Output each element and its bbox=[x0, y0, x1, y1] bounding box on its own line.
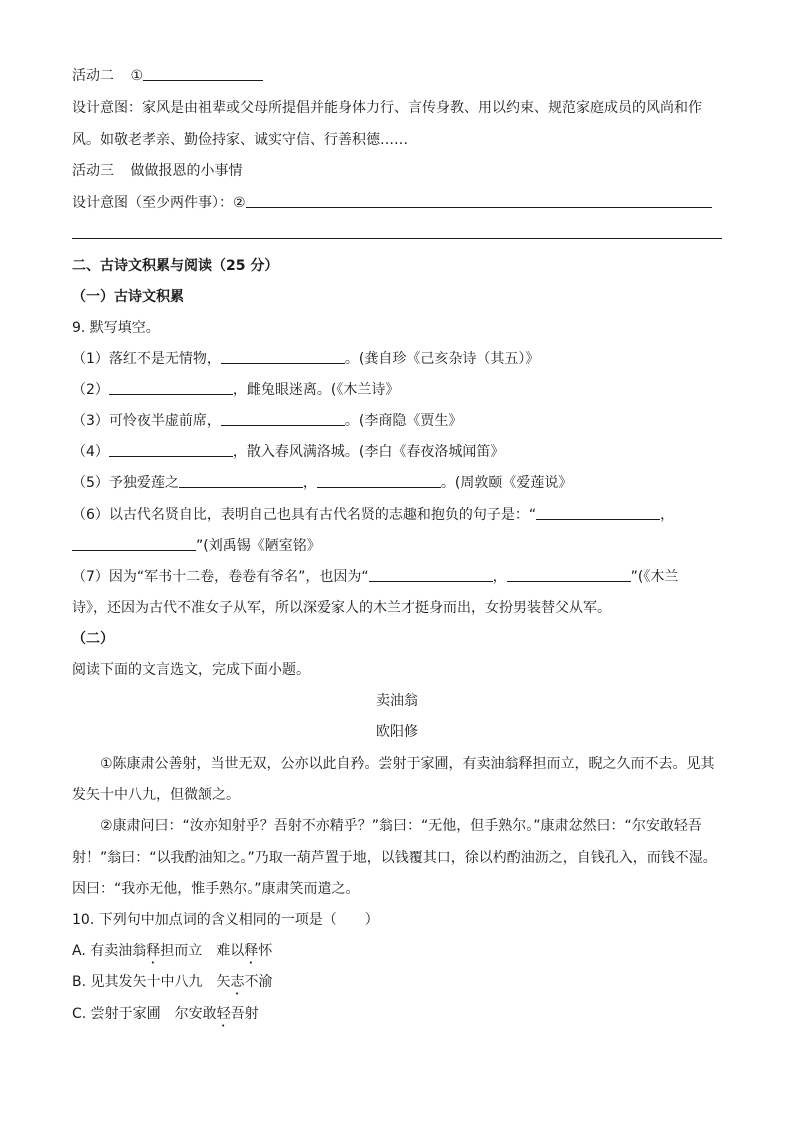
q9-item7-line1 bbox=[72, 567, 678, 587]
option-a-dotted-word-1: 释 bbox=[146, 943, 161, 959]
q10-option-c[interactable] bbox=[72, 1004, 259, 1030]
q9-item7-suffix: ”(《木兰 bbox=[630, 569, 679, 585]
activity2-number: ① bbox=[130, 68, 144, 84]
option-b-text-1: B. 见其发矢十中八九 矢 bbox=[72, 974, 231, 990]
q9-item1-suffix: 。(龚自珍《己亥杂诗（其五）》 bbox=[344, 351, 540, 367]
activity2-label: 活动二 bbox=[72, 68, 114, 84]
answer-blank-q9-2[interactable] bbox=[109, 380, 233, 395]
activity3-label: 活动三 bbox=[72, 163, 114, 179]
q9-item5-prefix: （5）予独爱莲之 bbox=[72, 475, 179, 491]
passage-para2-line2: 射！”翁曰：“以我酌油知之。”乃取一葫芦置于地，以钱覆其口，徐以杓酌油沥之，自钱孔入，而钱不湿。 bbox=[72, 850, 717, 866]
q9-item4 bbox=[72, 442, 504, 462]
q9-item2-prefix: （2） bbox=[72, 382, 109, 398]
q9-item6-line2 bbox=[72, 536, 321, 556]
design-intent-2-line bbox=[72, 193, 712, 213]
subsection2-title: （二） bbox=[72, 631, 114, 647]
passage-title: 卖油翁 bbox=[376, 693, 418, 709]
answer-blank-design-intent-2[interactable] bbox=[246, 193, 712, 208]
q9-item7-prefix: （7）因为“军书十二卷，卷卷有爷名”，也因为“ bbox=[72, 569, 369, 585]
q9-item1-prefix: （1）落红不是无情物， bbox=[72, 351, 221, 367]
passage-para1-line2: 发矢十中八九，但微颔之。 bbox=[72, 787, 240, 803]
q10-option-a[interactable] bbox=[72, 941, 272, 967]
q9-item5-suffix: 。(周敦颐《爱莲说》 bbox=[440, 475, 573, 491]
answer-blank-activity2[interactable] bbox=[143, 66, 263, 81]
subsection1-title: （一）古诗文积累 bbox=[72, 289, 184, 305]
section2-title: 二、古诗文积累与阅读（25 分） bbox=[72, 258, 279, 274]
design-intent-2-label: 设计意图（至少两件事）：② bbox=[72, 195, 246, 211]
answer-blank-q9-1[interactable] bbox=[221, 349, 345, 364]
option-a-text-3: 怀 bbox=[258, 943, 273, 959]
answer-blank-q9-5b[interactable] bbox=[317, 473, 441, 488]
passage-author: 欧阳修 bbox=[376, 724, 418, 740]
option-a-text-1: A. 有卖油翁 bbox=[72, 943, 147, 959]
q9-item6-prefix: （6）以古代名贤自比，表明自己也具有古代名贤的志趣和抱负的句子是：“ bbox=[72, 507, 537, 523]
q9-item4-suffix: ，散入春风满洛城。(李白《春夜洛城闻笛》 bbox=[232, 444, 505, 460]
passage-para1-line1: ①陈康肃公善射，当世无双，公亦以此自矜。尝射于家圃，有卖油翁释担而立，睨之久而不去。见其 bbox=[100, 756, 715, 772]
answer-blank-q9-3[interactable] bbox=[221, 411, 345, 426]
design-intent-1-line2: 风。如敬老孝亲、勤俭持家、诚实守信、行善积德…… bbox=[72, 132, 408, 148]
option-b-text-2: 不渝 bbox=[244, 974, 273, 990]
answer-blank-q9-6a[interactable] bbox=[536, 505, 660, 520]
option-a-dotted-word-2: 释 bbox=[244, 943, 259, 959]
q9-item3-suffix: 。(李商隐《贾生》 bbox=[344, 413, 463, 429]
activity3-line bbox=[72, 161, 242, 181]
option-b-dotted-word: 志 bbox=[230, 974, 245, 990]
q9-item2-suffix: ，雌兔眼迷离。(《木兰诗》 bbox=[232, 382, 400, 398]
q9-item6-comma: ， bbox=[660, 507, 675, 523]
q10-option-b[interactable] bbox=[72, 972, 273, 998]
passage-para2-line1: ②康肃问曰：“汝亦知射乎？吾射不亦精乎？”翁曰：“无他，但手熟尔。”康肃忿然曰：“尔安敢轻吾 bbox=[100, 818, 702, 834]
activity2-line bbox=[72, 66, 263, 86]
q10-stem: 10. 下列句中加点词的含义相同的一项是（ ） bbox=[72, 912, 379, 928]
option-c-text-2: 吾射 bbox=[230, 1006, 259, 1022]
reading-instruction: 阅读下面的文言选文，完成下面小题。 bbox=[72, 662, 310, 678]
answer-blank-q9-7b[interactable] bbox=[507, 567, 631, 582]
passage-para2-line3: 因曰：“我亦无他，惟手熟尔。”康肃笑而遣之。 bbox=[72, 881, 360, 897]
q9-item1 bbox=[72, 349, 539, 369]
answer-blank-q9-4[interactable] bbox=[109, 442, 233, 457]
design-intent-1-line1: 设计意图：家风是由祖辈或父母所提倡并能身体力行、言传身教、用以约束、规范家庭成员的风尚和作 bbox=[72, 100, 702, 116]
q9-item7-line2: 诗》，还因为古代不准女子从军，所以深爱家人的木兰才挺身而出，女扮男装替父从军。 bbox=[72, 600, 611, 616]
q9-stem: 9. 默写填空。 bbox=[72, 320, 160, 336]
q9-item3-prefix: （3）可怜夜半虚前席， bbox=[72, 413, 221, 429]
q9-item4-prefix: （4） bbox=[72, 444, 109, 460]
answer-blank-q9-6b[interactable] bbox=[72, 536, 196, 551]
q9-item2 bbox=[72, 380, 399, 400]
option-c-dotted-word: 轻 bbox=[216, 1006, 231, 1022]
q9-item3 bbox=[72, 411, 462, 431]
q9-item7-mid: ， bbox=[492, 569, 507, 585]
activity3-text: 做做报恩的小事情 bbox=[130, 163, 243, 179]
q9-item6-line1 bbox=[72, 505, 674, 525]
q9-item6-suffix: ”(刘禹锡《陋室铭》 bbox=[196, 538, 321, 554]
q9-item5 bbox=[72, 473, 572, 493]
answer-blank-q9-5a[interactable] bbox=[179, 473, 303, 488]
q9-item5-mid: ， bbox=[302, 475, 317, 491]
option-c-text-1: C. 尝射于家圃 尔安敢 bbox=[72, 1006, 217, 1022]
answer-blank-q9-7a[interactable] bbox=[369, 567, 493, 582]
answer-rule-line[interactable] bbox=[72, 238, 722, 239]
option-a-text-2: 担而立 难以 bbox=[160, 943, 245, 959]
